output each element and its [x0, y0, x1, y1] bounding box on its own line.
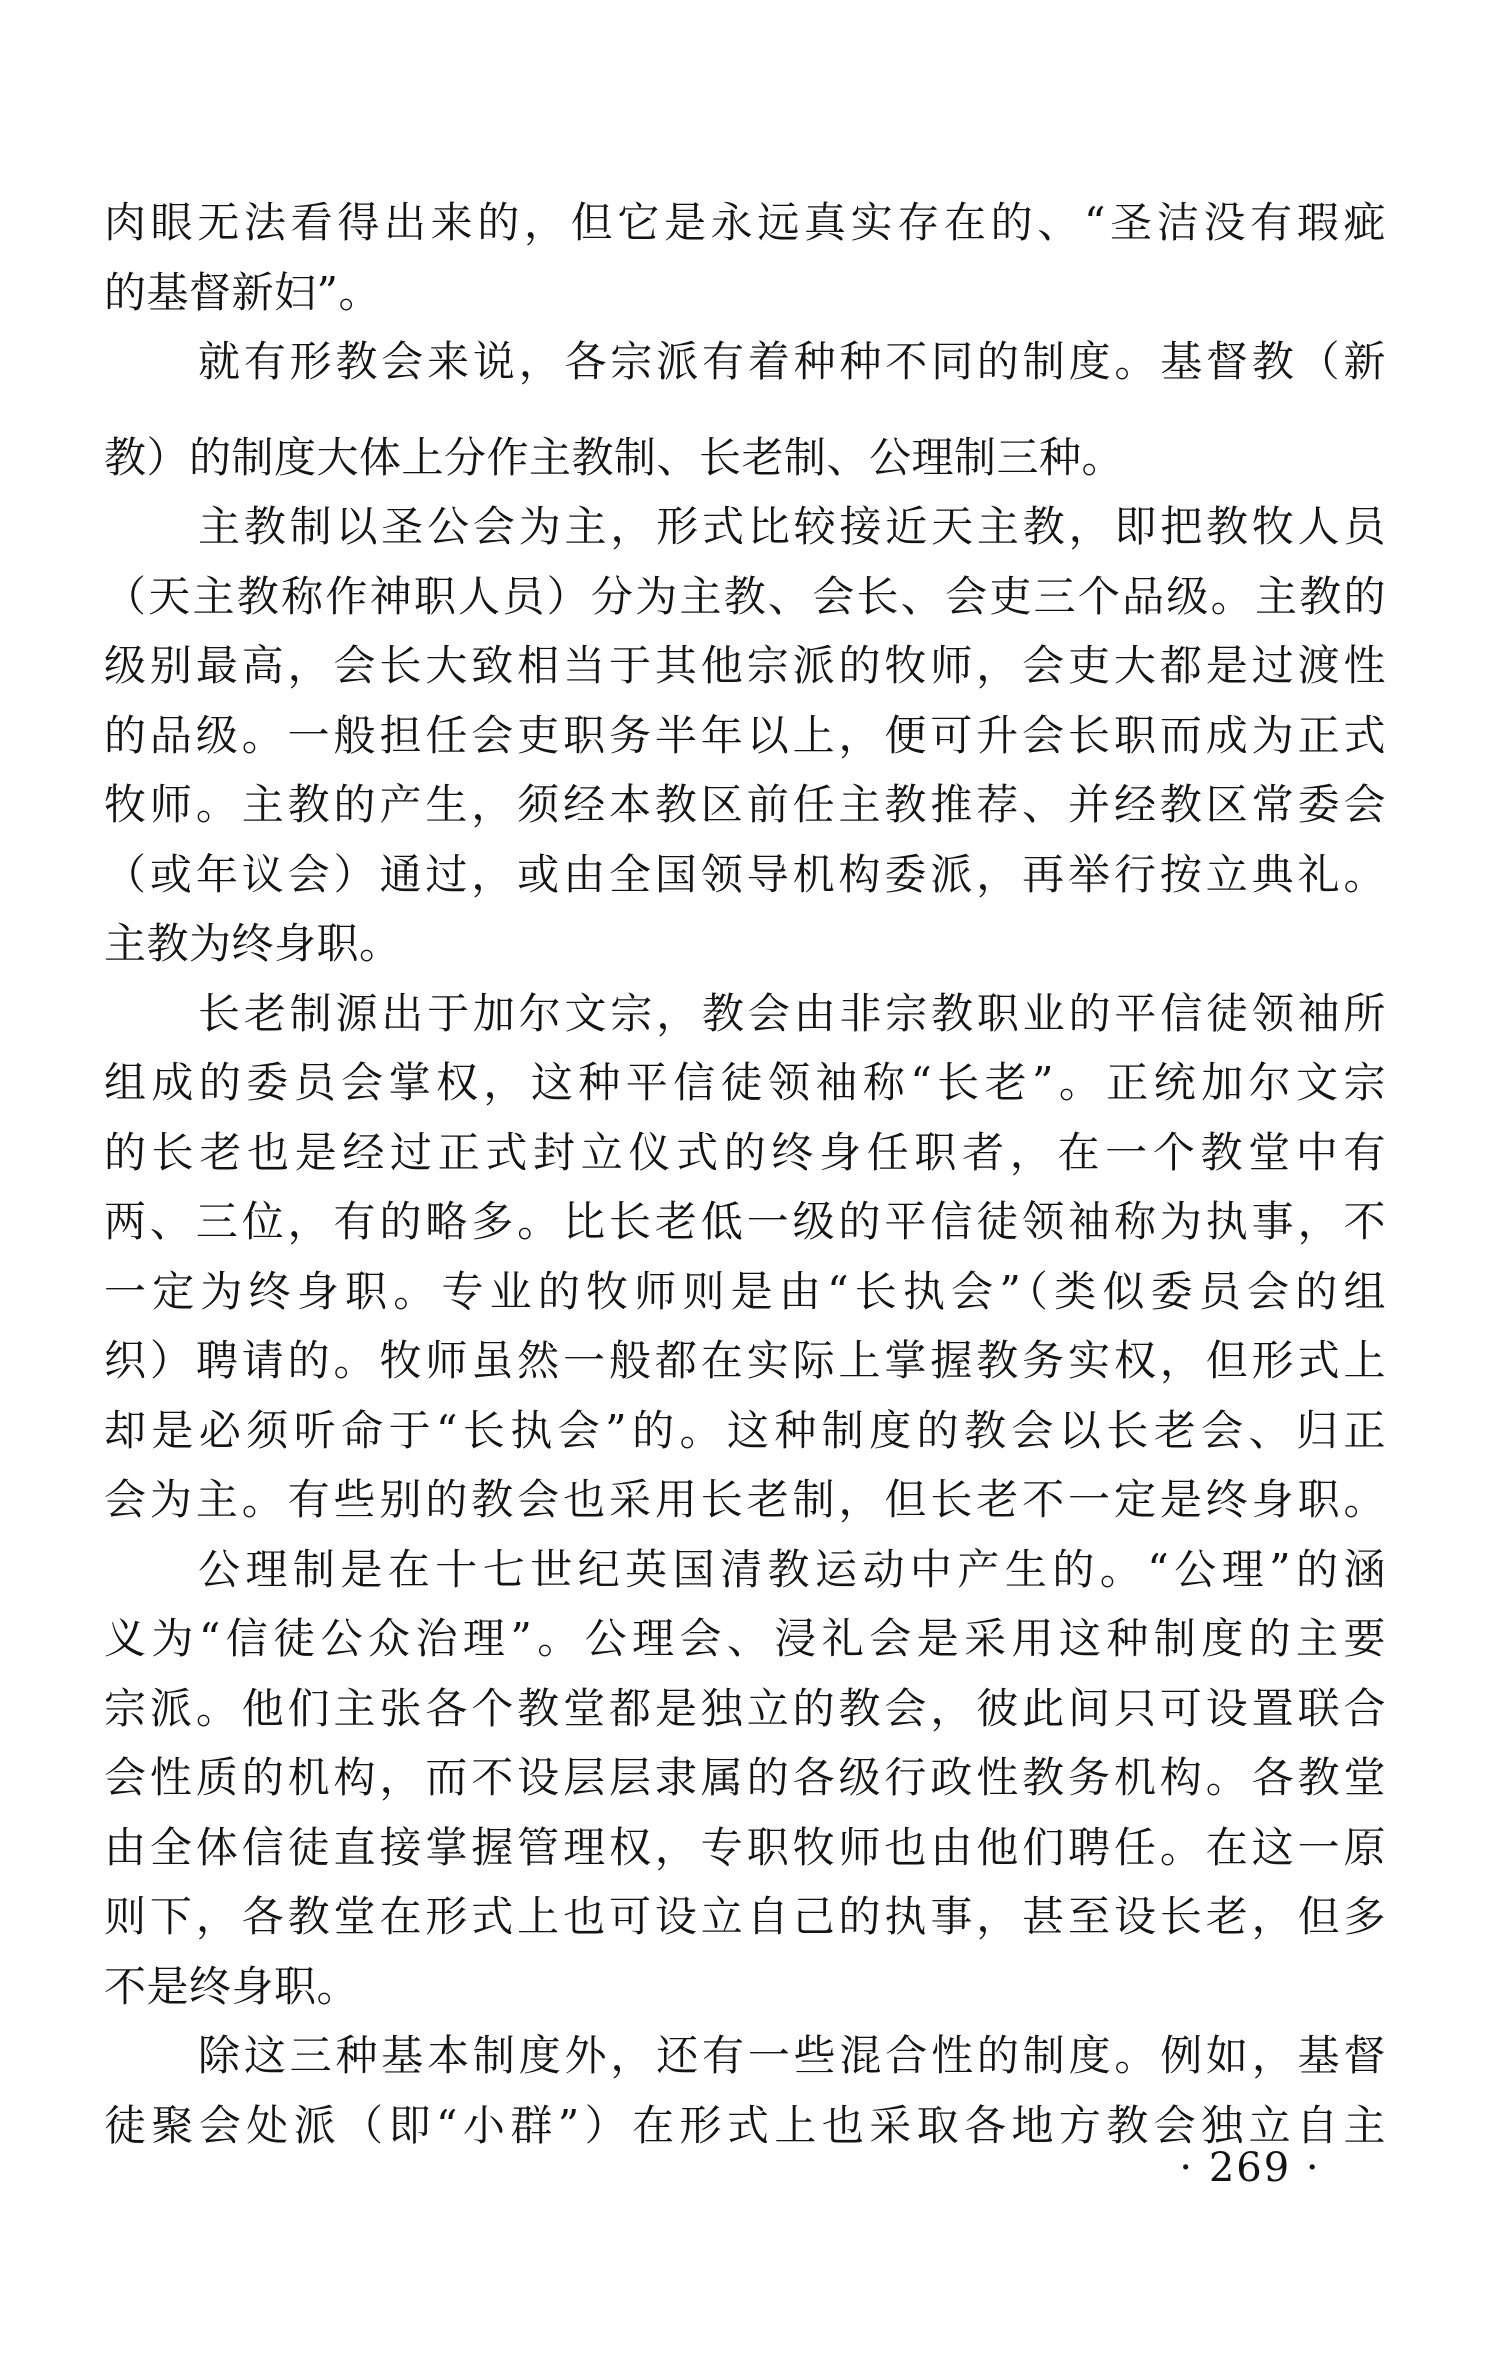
text-line: 会性质的机构，而不设层层隶属的各级行政性教务机构。各教堂: [104, 1753, 1386, 1802]
text-line: 徒聚会处派（即“小群”）在形式上也采取各地方教会独立自主: [104, 2100, 1386, 2150]
text-line: 不是终身职。: [104, 1961, 360, 2011]
text-line: 由全体信徒直接掌握管理权，专职牧师也由他们聘任。在这一原: [104, 1822, 1386, 1872]
text-line: 义为“信徒公众治理”。公理会、浸礼会是采用这种制度的主要: [104, 1614, 1386, 1663]
text-line: 牧师。主教的产生，须经本教区前任主教推荐、并经教区常委会: [104, 780, 1386, 829]
text-line: 的基督新妇”。: [104, 267, 381, 317]
text-line: 除这三种基本制度外，还有一些混合性的制度。例如，基督: [198, 2031, 1386, 2080]
text-line: 一定为终身职。专业的牧师则是由“长执会”（类似委员会的组: [104, 1266, 1386, 1316]
text-line: 的品级。一般担任会吏职务半年以上，便可升会长职而成为正式: [104, 710, 1386, 760]
text-line: 公理制是在十七世纪英国清教运动中产生的。“公理”的涵: [198, 1544, 1386, 1594]
page-number: · 269 ·: [1179, 2145, 1321, 2191]
text-line: 宗派。他们主张各个教堂都是独立的教会，彼此间只可设置联合: [104, 1683, 1386, 1733]
text-line: 织）聘请的。牧师虽然一般都在实际上掌握教务实权，但形式上: [104, 1336, 1386, 1385]
text-line: （或年议会）通过，或由全国领导机构委派，再举行按立典礼。: [104, 849, 1386, 899]
text-line: 的长老也是经过正式封立仪式的终身任职者，在一个教堂中有: [104, 1127, 1386, 1177]
text-line: 长老制源出于加尔文宗，教会由非宗教职业的平信徒领袖所: [198, 988, 1386, 1038]
body-text: [104, 188, 1386, 2160]
text-line: 却是必须听命于“长执会”的。这种制度的教会以长老会、归正: [104, 1405, 1386, 1455]
text-line: 就有形教会来说，各宗派有着种种不同的制度。基督教（新: [198, 337, 1386, 386]
text-line: 则下，各教堂在形式上也可设立自己的执事，甚至设长老，但多: [104, 1892, 1386, 1941]
text-line: （天主教称作神职人员）分为主教、会长、会吏三个品级。主教的: [104, 571, 1386, 621]
text-line: 组成的委员会掌权，这种平信徒领袖称“长老”。正统加尔文宗: [104, 1058, 1386, 1107]
text-line: 肉眼无法看得出来的，但它是永远真实存在的、“圣洁没有瑕疵: [104, 198, 1386, 247]
text-line: 主教为终身职。: [104, 919, 402, 968]
text-line: 会为主。有些别的教会也采用长老制，但长老不一定是终身职。: [104, 1475, 1386, 1524]
text-line: 教）的制度大体上分作主教制、长老制、公理制三种。: [104, 432, 1125, 482]
text-line: 级别最高，会长大致相当于其他宗派的牧师，会吏大都是过渡性: [104, 641, 1386, 690]
text-line: 主教制以圣公会为主，形式比较接近天主教，即把教牧人员: [198, 502, 1386, 551]
text-line: 两、三位，有的略多。比长老低一级的平信徒领袖称为执事，不: [104, 1197, 1386, 1246]
